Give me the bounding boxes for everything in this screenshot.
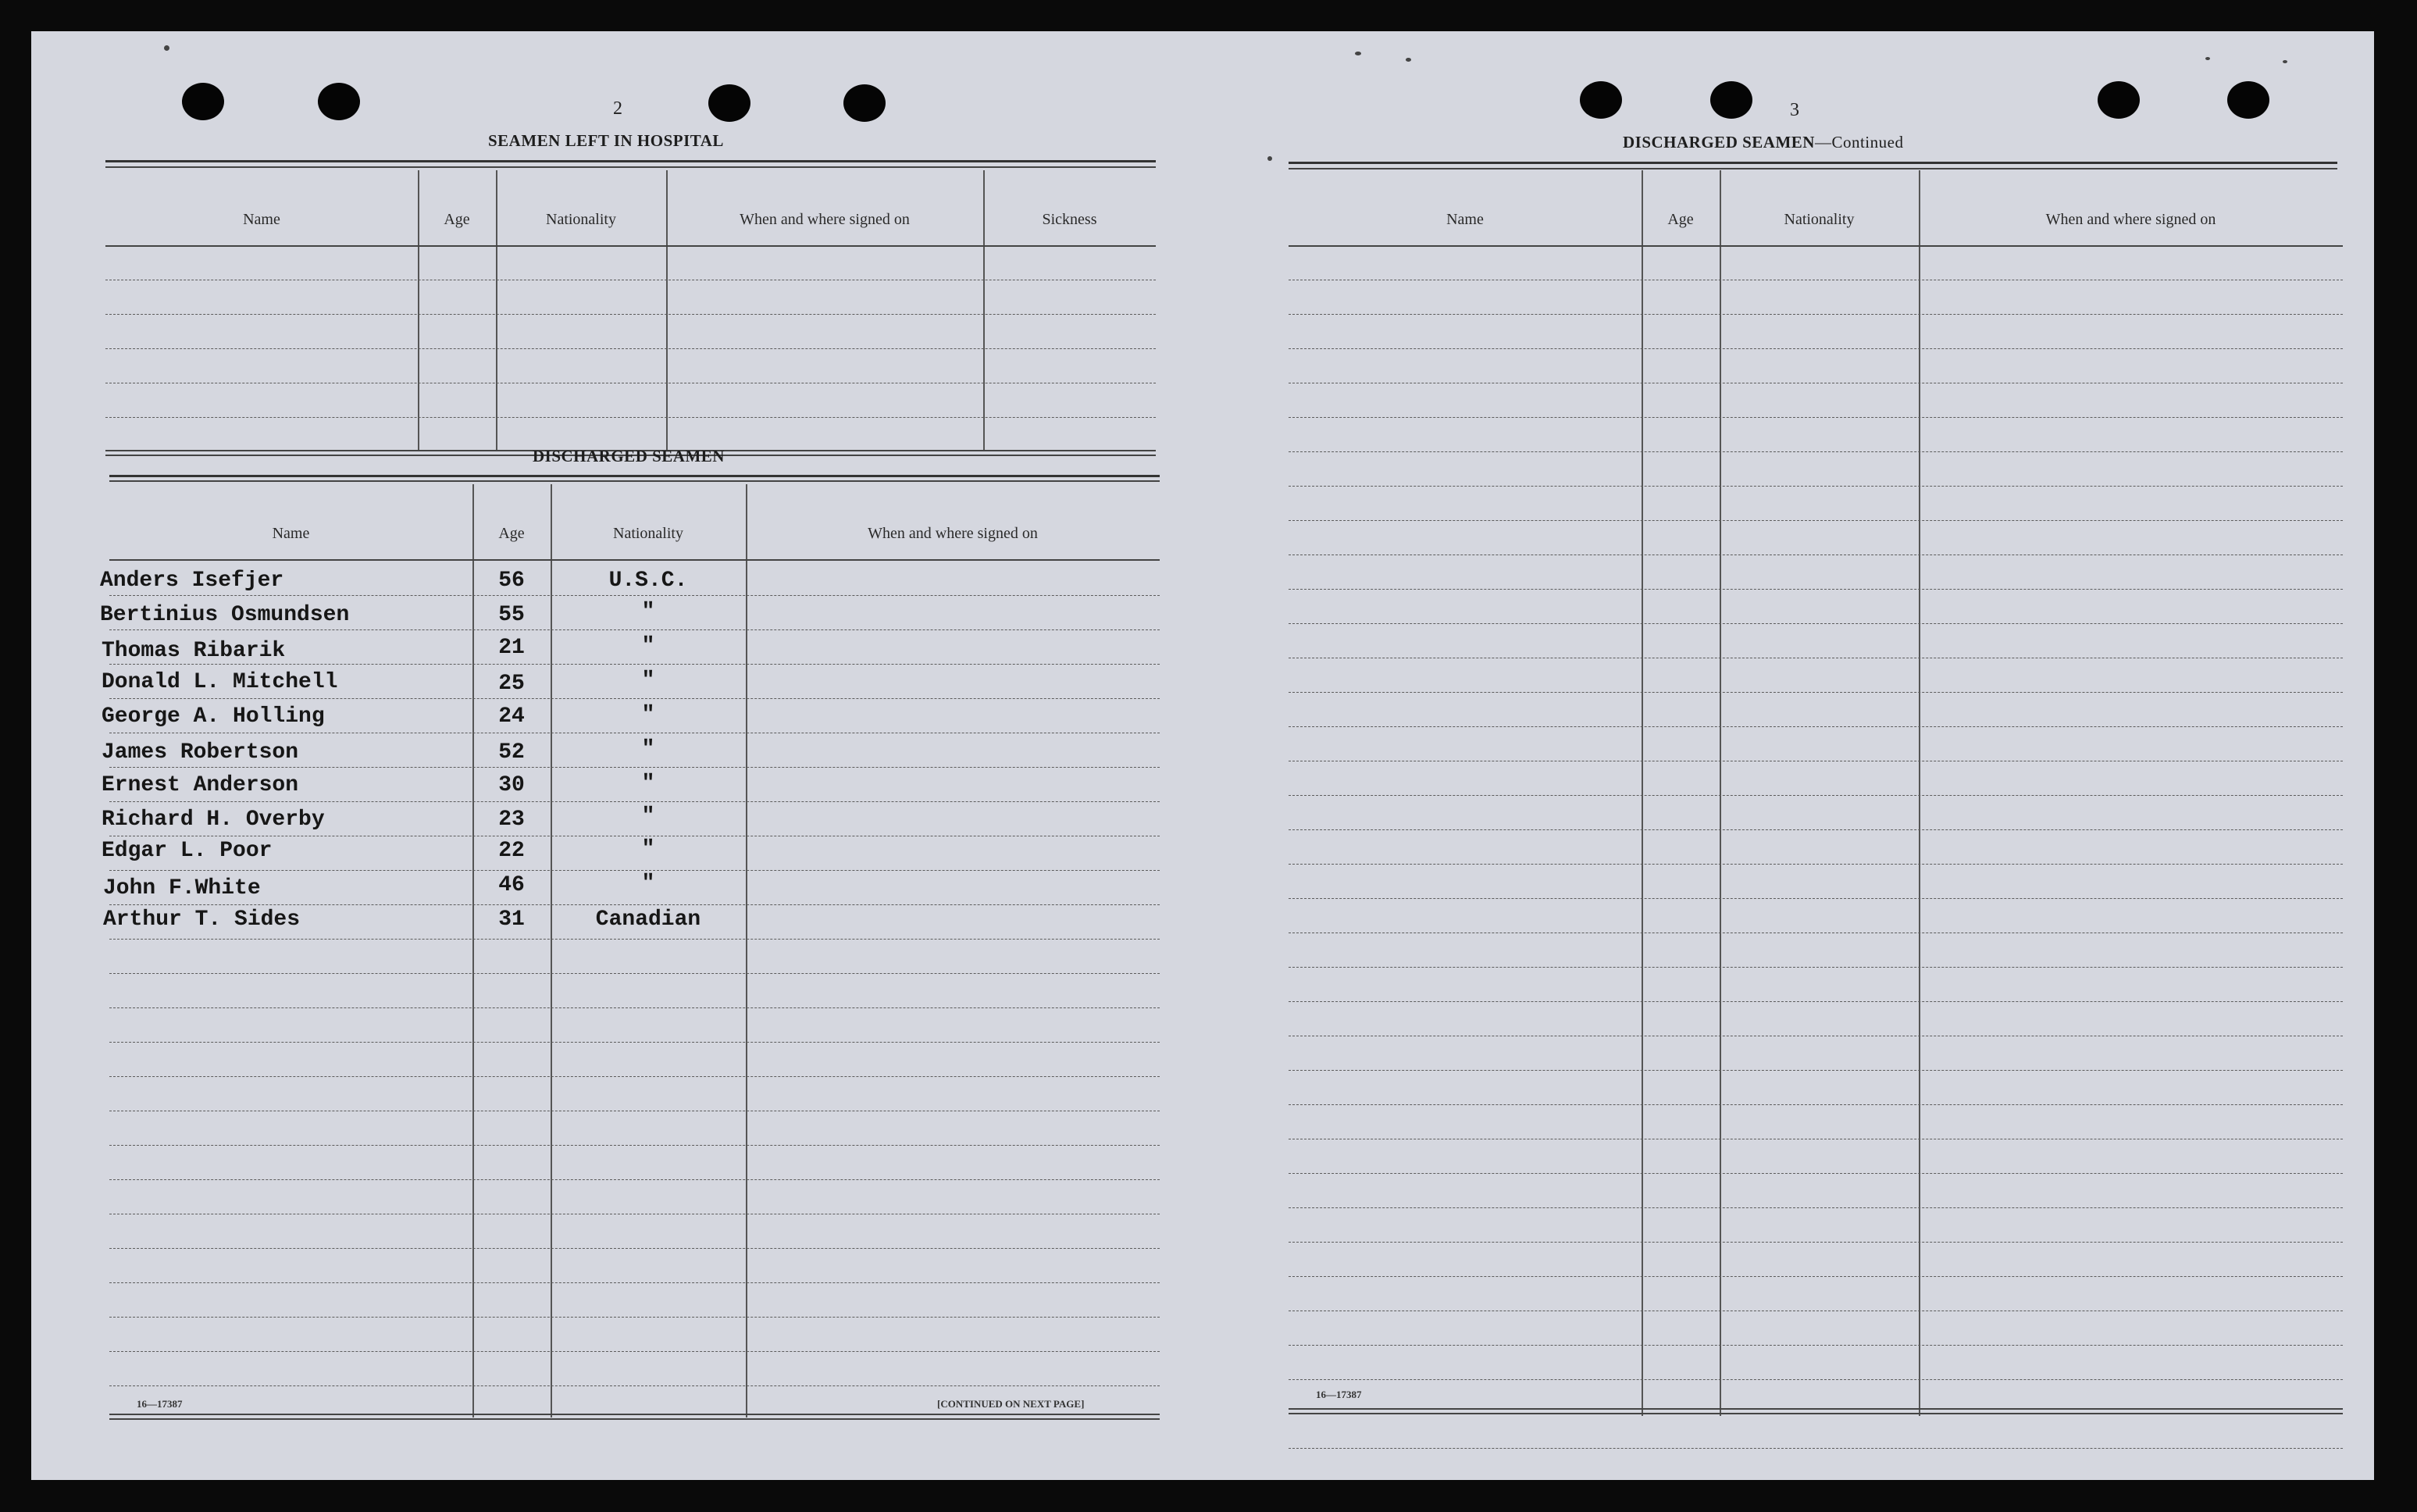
punch-hole (1710, 81, 1752, 119)
punch-hole (2227, 81, 2269, 119)
table-row (1289, 589, 2343, 590)
table-row (1289, 314, 2343, 315)
seaman-age: 56 (498, 569, 525, 593)
continued-note: [CONTINUED ON NEXT PAGE] (937, 1398, 1085, 1410)
page-number: 3 (1790, 100, 1799, 120)
seaman-name: John F.White (103, 876, 261, 900)
table-row (1289, 1448, 2343, 1449)
discharged-continued-table (1289, 170, 2343, 1420)
column-header-name: Name (272, 525, 310, 542)
column-divider (418, 170, 419, 451)
speck (2205, 57, 2210, 60)
table-row (105, 314, 1156, 315)
page-number: 2 (613, 98, 622, 119)
table-row (1289, 864, 2343, 865)
seaman-age: 55 (498, 603, 525, 627)
table-row (1289, 1173, 2343, 1174)
table-row (1289, 726, 2343, 727)
seaman-age: 21 (498, 636, 525, 660)
table-row (109, 801, 1160, 802)
column-divider (1720, 170, 1721, 1416)
column-header-signed-on: When and where signed on (2045, 211, 2216, 228)
table-row (109, 767, 1160, 768)
punch-hole (843, 84, 886, 122)
speck (1267, 156, 1272, 161)
table-row (105, 348, 1156, 349)
header-rule (1289, 245, 2343, 247)
speck (1355, 52, 1361, 55)
seaman-nationality: " (641, 737, 655, 761)
column-header-nationality: Nationality (546, 211, 616, 228)
seaman-age: 22 (498, 839, 525, 863)
seaman-nationality: " (641, 837, 655, 861)
section-title-hospital: SEAMEN LEFT IN HOSPITAL (488, 131, 724, 150)
discharged-table (100, 484, 1160, 1421)
seaman-age: 30 (498, 773, 525, 797)
punch-hole (318, 83, 360, 120)
punch-hole (182, 83, 224, 120)
seaman-name: James Robertson (102, 740, 299, 765)
column-divider (1642, 170, 1643, 1416)
table-row (109, 1042, 1160, 1043)
table-row (1289, 795, 2343, 796)
seaman-name: Donald L. Mitchell (102, 670, 338, 694)
table-row (1289, 1070, 2343, 1071)
column-header-nationality: Nationality (613, 525, 683, 542)
speck (1406, 58, 1411, 62)
table-row (1289, 623, 2343, 624)
table-row (1289, 1001, 2343, 1002)
table-row (109, 1145, 1160, 1146)
table-row (109, 870, 1160, 871)
rule (109, 475, 1160, 477)
seaman-nationality: " (641, 669, 655, 693)
table-bottom-rule (109, 1414, 1160, 1415)
seaman-age: 23 (498, 808, 525, 832)
table-row (1289, 1345, 2343, 1346)
rule (105, 166, 1156, 168)
table-row (109, 1282, 1160, 1283)
table-row (109, 1385, 1160, 1386)
rule (1289, 162, 2337, 164)
table-row (109, 698, 1160, 699)
table-row (1289, 898, 2343, 899)
table-row (109, 1076, 1160, 1077)
seaman-name: Thomas Ribarik (102, 639, 286, 663)
seaman-age: 31 (498, 908, 525, 932)
speck (164, 45, 169, 51)
rule (1289, 168, 2337, 169)
table-row (1289, 451, 2343, 452)
seaman-name: Richard H. Overby (102, 808, 325, 832)
seaman-nationality: " (641, 600, 655, 624)
table-bottom-rule (109, 1418, 1160, 1420)
seaman-age: 24 (498, 704, 525, 729)
seaman-name: Edgar L. Poor (102, 839, 273, 863)
title-suffix: —Continued (1814, 133, 1904, 152)
seaman-name: Bertinius Osmundsen (100, 603, 350, 627)
column-header-age: Age (444, 211, 470, 228)
punch-hole (708, 84, 750, 122)
seaman-name: Anders Isefjer (100, 569, 284, 593)
table-row (109, 664, 1160, 665)
column-header-signed-on: When and where signed on (868, 525, 1038, 542)
table-row (109, 595, 1160, 596)
punch-hole (2098, 81, 2140, 119)
table-row (109, 904, 1160, 905)
column-header-name: Name (243, 211, 280, 228)
column-divider (666, 170, 668, 451)
section-title-discharged-continued (1623, 133, 1903, 152)
table-row (1289, 1242, 2343, 1243)
rule (109, 480, 1160, 482)
seaman-nationality: " (641, 703, 655, 727)
column-header-age: Age (1667, 211, 1694, 228)
column-header-signed-on: When and where signed on (740, 211, 910, 228)
table-row (1289, 1207, 2343, 1208)
table-row (1289, 1276, 2343, 1277)
seaman-nationality: " (641, 872, 655, 896)
table-row (1289, 348, 2343, 349)
form-number: 16—17387 (137, 1398, 183, 1410)
table-row (109, 629, 1160, 630)
table-row (105, 417, 1156, 418)
hospital-table (105, 170, 1156, 458)
column-header-name: Name (1446, 211, 1484, 228)
table-bottom-rule (1289, 1408, 2343, 1410)
seaman-nationality: " (641, 804, 655, 829)
header-rule (109, 559, 1160, 561)
column-header-age: Age (498, 525, 525, 542)
table-row (109, 1317, 1160, 1318)
document-page (31, 31, 2374, 1480)
seaman-age: 46 (498, 873, 525, 897)
seaman-name: Ernest Anderson (102, 773, 299, 797)
title-main: DISCHARGED SEAMEN (1623, 133, 1815, 152)
seaman-nationality: " (641, 772, 655, 796)
seaman-name: George A. Holling (102, 704, 325, 729)
table-row (109, 1007, 1160, 1008)
speck (2283, 60, 2287, 63)
seaman-name: Arthur T. Sides (103, 908, 301, 932)
column-divider (983, 170, 985, 451)
column-divider (1919, 170, 1920, 1416)
rule (105, 160, 1156, 162)
table-row (1289, 520, 2343, 521)
section-title-discharged: DISCHARGED SEAMEN (533, 447, 725, 465)
column-header-sickness: Sickness (1042, 211, 1097, 228)
table-row (1289, 1104, 2343, 1105)
seaman-age: 25 (498, 672, 525, 696)
table-row (1289, 486, 2343, 487)
form-number: 16—17387 (1316, 1389, 1362, 1400)
table-row (1289, 692, 2343, 693)
seaman-nationality: " (641, 634, 655, 658)
table-row (109, 1351, 1160, 1352)
table-row (109, 939, 1160, 940)
header-rule (105, 245, 1156, 247)
column-divider (746, 484, 747, 1418)
column-divider (496, 170, 497, 451)
table-row (109, 1248, 1160, 1249)
table-row (109, 973, 1160, 974)
column-divider (551, 484, 552, 1418)
column-header-nationality: Nationality (1784, 211, 1855, 228)
table-bottom-rule (1289, 1413, 2343, 1414)
punch-hole (1580, 81, 1622, 119)
seaman-nationality: U.S.C. (608, 569, 688, 593)
seaman-age: 52 (498, 740, 525, 765)
table-row (1289, 417, 2343, 418)
table-row (1289, 1379, 2343, 1380)
seaman-nationality: Canadian (595, 908, 701, 932)
table-row (1289, 829, 2343, 830)
table-row (109, 1179, 1160, 1180)
table-row (1289, 967, 2343, 968)
